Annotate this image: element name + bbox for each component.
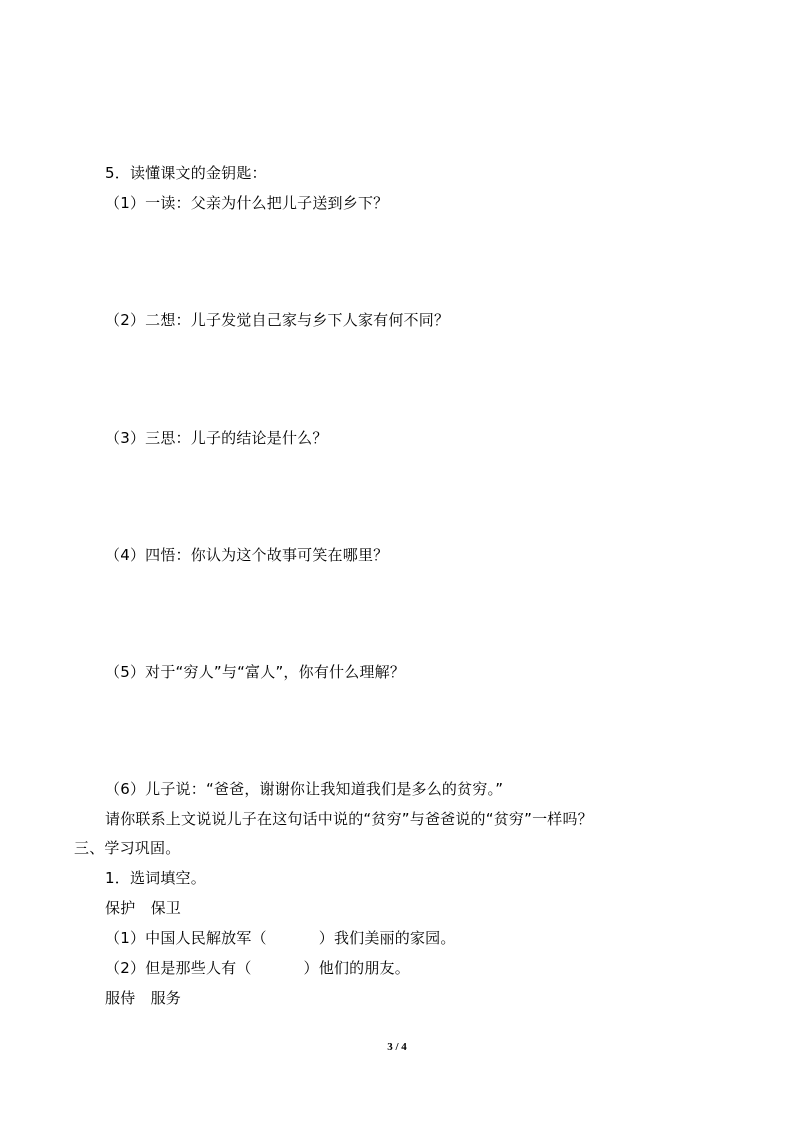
question-5-item-3: （3）三思：儿子的结论是什么？ — [105, 429, 328, 447]
question-5-item-2: （2）二想：儿子发觉自己家与乡下人家有何不同？ — [105, 311, 450, 329]
word-choice-group-2: 服侍 服务 — [105, 989, 182, 1007]
section-3-question-1-title: 1．选词填空。 — [105, 869, 206, 887]
fill-blank-1 — [105, 928, 456, 948]
section-3-heading: 三、学习巩固。 — [74, 839, 181, 857]
word-choice-group-1: 保护 保卫 — [105, 899, 182, 917]
fill-blank-2-after: ）他们的朋友。 — [303, 959, 410, 977]
fill-blank-1-before: （1）中国人民解放军（ — [105, 929, 267, 947]
question-5-title: 5．读懂课文的金钥匙： — [105, 164, 267, 182]
page-number: 3 / 4 — [387, 1041, 407, 1053]
question-5-followup: 请你联系上文说说儿子在这句话中说的“贫穷”与爸爸说的“贫穷”一样吗？ — [105, 810, 593, 828]
question-5-item-4: （4）四悟：你认为这个故事可笑在哪里？ — [105, 546, 389, 564]
question-5-item-5: （5）对于“穷人”与“富人”，你有什么理解？ — [105, 663, 406, 681]
question-5-item-1: （1）一读：父亲为什么把儿子送到乡下？ — [105, 194, 389, 212]
question-5-item-6: （6）儿子说：“爸爸，谢谢你让我知道我们是多么的贫穷。” — [105, 780, 504, 798]
fill-blank-2 — [105, 958, 410, 978]
fill-blank-2-before: （2）但是那些人有（ — [105, 959, 252, 977]
fill-blank-1-after: ）我们美丽的家园。 — [318, 929, 456, 947]
